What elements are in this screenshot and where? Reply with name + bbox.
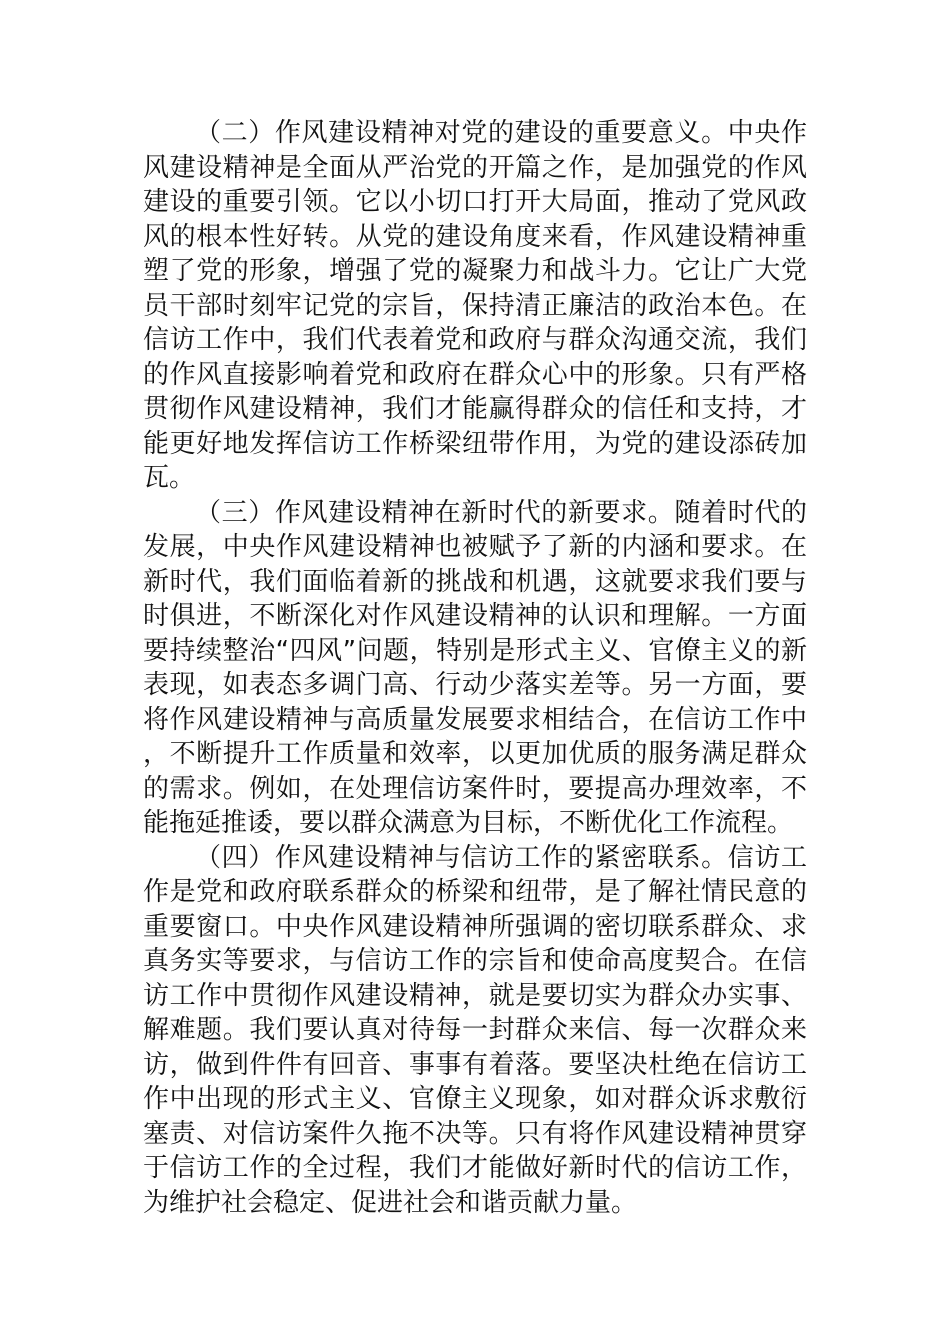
paragraph-section-2: （二）作风建设精神对党的建设的重要意义。中央作风建设精神是全面从严治党的开篇之作，是加强党的作风建设的重要引领。它以小切口打开大局面，推动了党风政风的根本性好转。从党的建设角度来看，作风建设精神重塑了党的形象，增强了党的凝聚力和战斗力。它让广大党员干部时刻牢记党的宗旨，保持清正廉洁的政治本色。在信访工作中，我们代表着党和政府与群众沟通交流，我们的作风直接影响着党和政府在群众心中的形象。只有严格贯彻作风建设精神，我们才能赢得群众的信任和支持，才能更好地发挥信访工作桥梁纽带作用，为党的建设添砖加瓦。: [143, 118, 807, 493]
paragraph-section-4: （四）作风建设精神与信访工作的紧密联系。信访工作是党和政府联系群众的桥梁和纽带，是了解社情民意的重要窗口。中央作风建设精神所强调的密切联系群众、求真务实等要求，与信访工作的宗旨和使命高度契合。在信访工作中贯彻作风建设精神，就是要切实为群众办实事、解难题。我们要认真对待每一封群众来信、每一次群众来访，做到件件有回音、事事有着落。要坚决杜绝在信访工作中出现的形式主义、官僚主义现象，如对群众诉求敷衍塞责、对信访案件久拖不决等。只有将作风建设精神贯穿于信访工作的全过程，我们才能做好新时代的信访工作，为维护社会稳定、促进社会和谐贡献力量。: [143, 842, 807, 1218]
paragraph-section-3: （三）作风建设精神在新时代的新要求。随着时代的发展，中央作风建设精神也被赋予了新的内涵和要求。在新时代，我们面临着新的挑战和机遇，这就要求我们要与时俱进，不断深化对作风建设精神的认识和理解。一方面要持续整治“四风”问题，特别是形式主义、官僚主义的新表现，如表态多调门高、行动少落实差等。另一方面，要将作风建设精神与高质量发展要求相结合，在信访工作中，不断提升工作质量和效率，以更加优质的服务满足群众的需求。例如，在处理信访案件时，要提高办理效率，不能拖延推诿，要以群众满意为目标，不断优化工作流程。: [143, 497, 807, 838]
document-body: [143, 116, 807, 1220]
